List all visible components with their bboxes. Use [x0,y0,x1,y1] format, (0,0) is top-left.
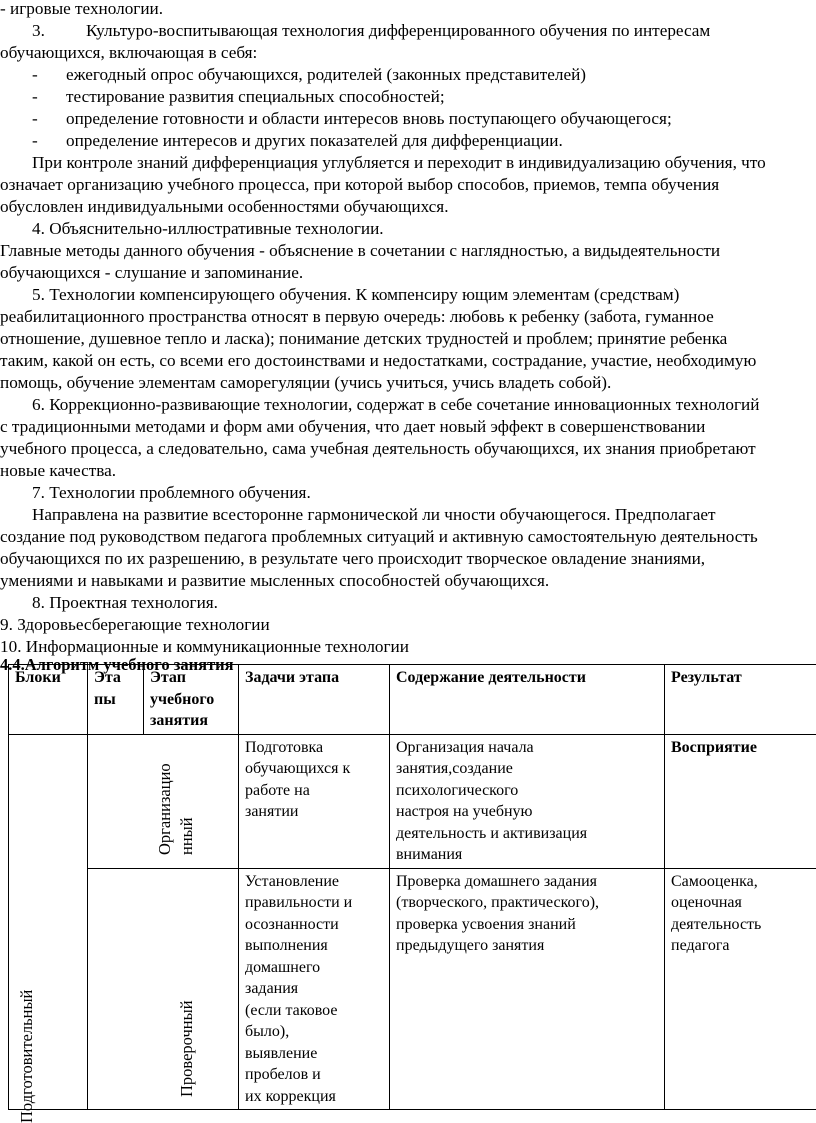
text-line: обучающихся, включающая в себя: [0,42,257,64]
block-label: Подготовительный [16,989,38,1122]
dash-item: - ежегодный опрос обучающихся, родителей (законных представителей) [32,64,586,86]
list-number: 3. [32,20,45,42]
text-line: с традиционными методами и форм ами обучения, что дает новый эффект в совершенствовании [0,416,705,438]
text-line: При контроле знаний дифференциация углубляется и переходит в индивидуализацию обучения, что [32,152,766,174]
text-line: помощь, обучение элементам саморегуляции (учись учиться, учись владеть собой). [0,372,611,394]
content-cell: Организация начала занятия,создание психологического настроя на учебную деятельность и активизация внимания [390,734,665,868]
text-line: обучающихся по их разрешению, в результате чего происходит творческое овладение знаниями, [0,548,705,570]
dash-item: - определение интересов и других показателей для дифференциации. [32,130,563,152]
header-steps: Эта пы [88,665,144,735]
dash-item: - тестирование развития специальных способностей; [32,86,445,108]
text-line: реабилитационного пространства относят в первую очередь: любовь к ребенку (забота, гуманное [0,306,714,328]
section-heading: 8. Проектная технология. [32,592,218,614]
section-heading: 7. Технологии проблемного обучения. [32,482,311,504]
algorithm-table [8,664,816,1110]
text-line: новые качества. [0,460,116,482]
dash-item: - определение готовности и области интересов вновь поступающего обучающегося; [32,108,672,130]
content-cell: Проверка домашнего задания (творческого, практического), проверка усвоения знаний предыдущего занятия [390,868,665,1110]
text-line: создание под руководством педагога проблемных ситуаций и активную самостоятельную деятельность [0,526,758,548]
text-line: Направлена на развитие всесторонне гармонической ли чности обучающегося. Предполагает [32,504,716,526]
text-line: умениями и навыками и развитие мысленных способностей обучающихся. [0,570,549,592]
table-row [9,868,816,1110]
table-title: 4.4.Алгоритм учебного занятия [0,657,234,673]
section-heading: 9. Здоровьесберегающие технологии [0,614,270,636]
tasks-cell: Установление правильности и осознанности выполнения домашнего задания (если таковое было), выявление пробелов и их коррекция [239,868,390,1110]
text-line: отношение, душевное тепло и ласка); понимание детских трудностей и проблем; принятие ребенка [0,328,727,350]
section-heading: 10. Информационные и коммуникационные технологии [0,636,409,658]
header-blocks: Блоки [9,665,88,735]
tasks-cell: Подготовка обучающихся к работе на занятии [239,734,390,868]
text-line: - игровые технологии. [0,0,163,20]
result-cell: Самооценка, оценочная деятельность педагога [665,868,816,1110]
text-line: учебного процесса, а следовательно, сама учебная деятельность обучающихся, их знания приобретают [0,438,756,460]
stage-cell [88,868,239,1110]
section-heading: 5. Технологии компенсирующего обучения. К компенсиру ющим элементам (средствам) [32,284,679,306]
header-tasks: Задачи этапа [239,665,390,735]
stage-label: Организацио нный [154,763,198,855]
header-result: Результат [665,665,816,735]
block-cell [9,734,88,1110]
list-text: Культуро-воспитывающая технология дифференцированного обучения по интересам [86,20,710,42]
table-row [9,734,816,868]
text-line: обучающихся - слушание и запоминание. [0,262,303,284]
section-heading: 4. Объяснительно-иллюстративные технологии. [32,218,384,240]
header-stage: Этап учебного занятия [144,665,239,735]
section-heading: 6. Коррекционно-развивающие технологии, содержат в себе сочетание инновационных технологий [32,394,759,416]
text-line: обусловлен индивидуальными особенностями обучающихся. [0,196,449,218]
header-content: Содержание деятельности [390,665,665,735]
stage-label: Проверочный [176,1000,198,1097]
text-line: Главные методы данного обучения - объяснение в сочетании с наглядностью, а видыдеятельности [0,240,720,262]
text-line: таким, какой он есть, со всеми его достоинствами и недостатками, сострадание, участие, необходимую [0,350,756,372]
stage-cell [88,734,239,868]
result-cell: Восприятие [665,734,816,868]
text-line: означает организацию учебного процесса, при которой выбор способов, приемов, темпа обучения [0,174,719,196]
table-header-row [9,665,816,735]
